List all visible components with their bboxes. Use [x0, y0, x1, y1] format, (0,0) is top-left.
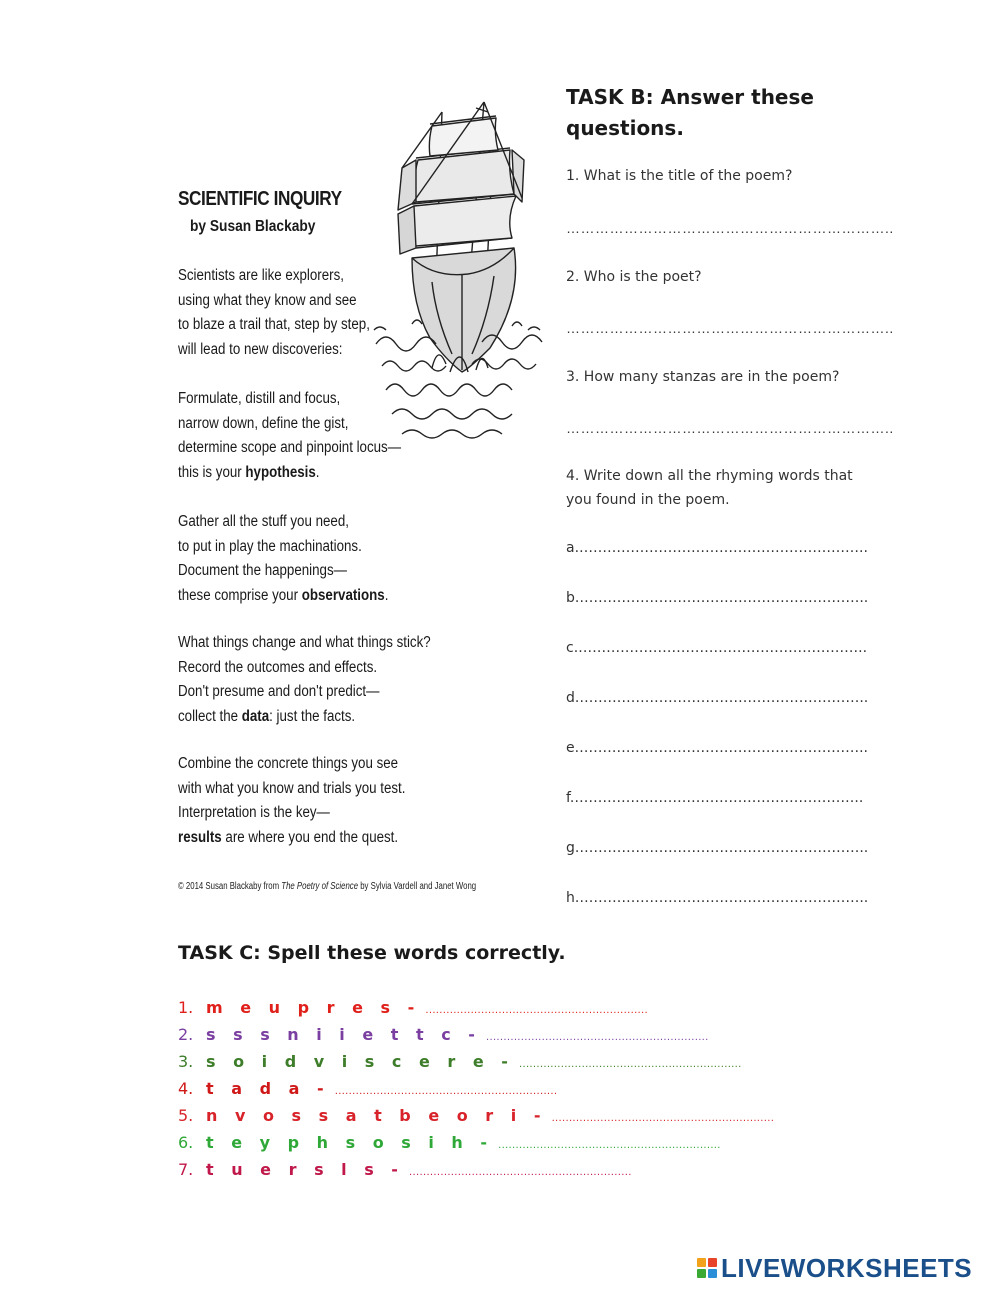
question-4: 4. Write down all the rhyming words that: [566, 468, 853, 484]
question-1: 1. What is the title of the poem?: [566, 168, 793, 184]
spell-item-2: 2. s s s n i i e t t c - ................................................................: [178, 1025, 709, 1044]
ship-illustration: [372, 98, 544, 450]
answer-field-1[interactable]: …………………………………………………………..: [566, 220, 894, 236]
liveworksheets-logo[interactable]: [697, 1253, 972, 1283]
poem-line: collect the data: just the facts.: [178, 707, 356, 725]
poem-line: to put in play the machinations.: [178, 537, 362, 555]
keyword-observations: observations: [301, 586, 385, 604]
spell-item-7: 7. t u e r s l s - ................................................................: [178, 1160, 632, 1179]
keyword-data: data: [241, 707, 270, 725]
logo-text: LIVEWORKSHEETS: [721, 1253, 973, 1283]
poem-author: by Susan Blackaby: [190, 218, 316, 235]
poem-line: Interpretation is the key—: [178, 804, 330, 821]
rhyme-answer-e[interactable]: e.……………………………………………………..: [566, 740, 868, 756]
task-c-title: TASK C: Spell these words correctly.: [178, 942, 566, 964]
poem-line: Document the happenings—: [178, 562, 347, 579]
spell-item-4: 4. t a d a - ................................................................: [178, 1079, 558, 1098]
keyword-hypothesis: hypothesis: [245, 463, 316, 481]
task-b-title: TASK B: Answer these: [566, 85, 814, 109]
answer-field-3[interactable]: …………………………………………………………..: [566, 420, 894, 436]
poem-line: will lead to new discoveries:: [178, 340, 343, 358]
spell-answer-field[interactable]: ................................................................: [425, 1005, 648, 1016]
poem-line: Don't presume and don't predict—: [178, 683, 380, 700]
copyright-note: © 2014 Susan Blackaby from The Poetry of Science by Sylvia Vardell and Janet Wong: [178, 881, 477, 892]
spell-answer-field[interactable]: ................................................................: [498, 1140, 721, 1151]
poem-line: with what you know and trials you test.: [178, 779, 406, 797]
rhyme-answer-a[interactable]: a.……………………………………………………..: [566, 540, 868, 556]
spell-answer-field[interactable]: ................................................................: [518, 1059, 742, 1070]
sailing-ship-icon: [372, 98, 544, 450]
question-4-cont: you found in the poem.: [566, 492, 730, 508]
task-c: [178, 938, 878, 1179]
poem-line: determine scope and pinpoint locus—: [178, 439, 402, 456]
answer-field-2[interactable]: …………………………………………………………..: [566, 320, 894, 336]
poem-line: this is your hypothesis.: [178, 463, 320, 481]
keyword-results: results: [178, 828, 222, 846]
rhyme-answer-b[interactable]: b.……………………………………………………..: [566, 590, 869, 606]
task-b: [566, 82, 894, 906]
rhyme-answer-d[interactable]: d.……………………………………………………..: [566, 690, 869, 706]
logo-blocks-icon: [697, 1258, 717, 1278]
poem-line: Formulate, distill and focus,: [178, 390, 341, 407]
poem-line: these comprise your observations.: [178, 586, 389, 604]
spell-item-1: 1. m e u p r e s - ................................................................: [178, 998, 648, 1017]
stanza-1: [178, 264, 401, 362]
spell-answer-field[interactable]: ................................................................: [409, 1167, 632, 1178]
poem-line: to blaze a trail that, step by step,: [178, 316, 370, 333]
stanza-5: [178, 752, 443, 850]
poem-line: Gather all the stuff you need,: [178, 513, 349, 530]
spell-item-3: 3. s o i d v i s c e r e - ................................................................: [178, 1052, 742, 1071]
poem-line: using what they know and see: [178, 291, 357, 309]
stanza-4: [178, 631, 472, 729]
rhyme-answer-g[interactable]: g.……………………………………………………..: [566, 840, 869, 856]
task-b-title-cont: questions.: [566, 116, 684, 140]
question-3: 3. How many stanzas are in the poem?: [566, 369, 840, 385]
poem-line: What things change and what things stick?: [178, 634, 431, 651]
poem-line: results are where you end the quest.: [178, 828, 399, 846]
rhyme-answer-h[interactable]: h.……………………………………………………..: [566, 890, 869, 906]
poem-line: Scientists are like explorers,: [178, 267, 344, 284]
rhyme-answer-c[interactable]: c.……………………………………………………..: [566, 640, 868, 656]
question-2: 2. Who is the poet?: [566, 269, 702, 285]
spell-item-5: 5. n v o s s a t b e o r i - ................................................................: [178, 1106, 775, 1125]
spell-answer-field[interactable]: ................................................................: [334, 1086, 558, 1097]
spell-answer-field[interactable]: ................................................................: [486, 1032, 709, 1043]
stanza-3: [178, 510, 423, 608]
rhyme-answer-f[interactable]: f.……………………………………………………..: [566, 790, 864, 806]
poem-line: narrow down, define the gist,: [178, 414, 349, 432]
poem-title: SCIENTIFIC INQUIRY: [178, 188, 342, 210]
poem-line: Record the outcomes and effects.: [178, 658, 378, 676]
poem-line: Combine the concrete things you see: [178, 755, 399, 772]
spell-item-6: 6. t e y p h s o s i h - ................................................................: [178, 1133, 721, 1152]
spell-answer-field[interactable]: ................................................................: [551, 1113, 775, 1124]
